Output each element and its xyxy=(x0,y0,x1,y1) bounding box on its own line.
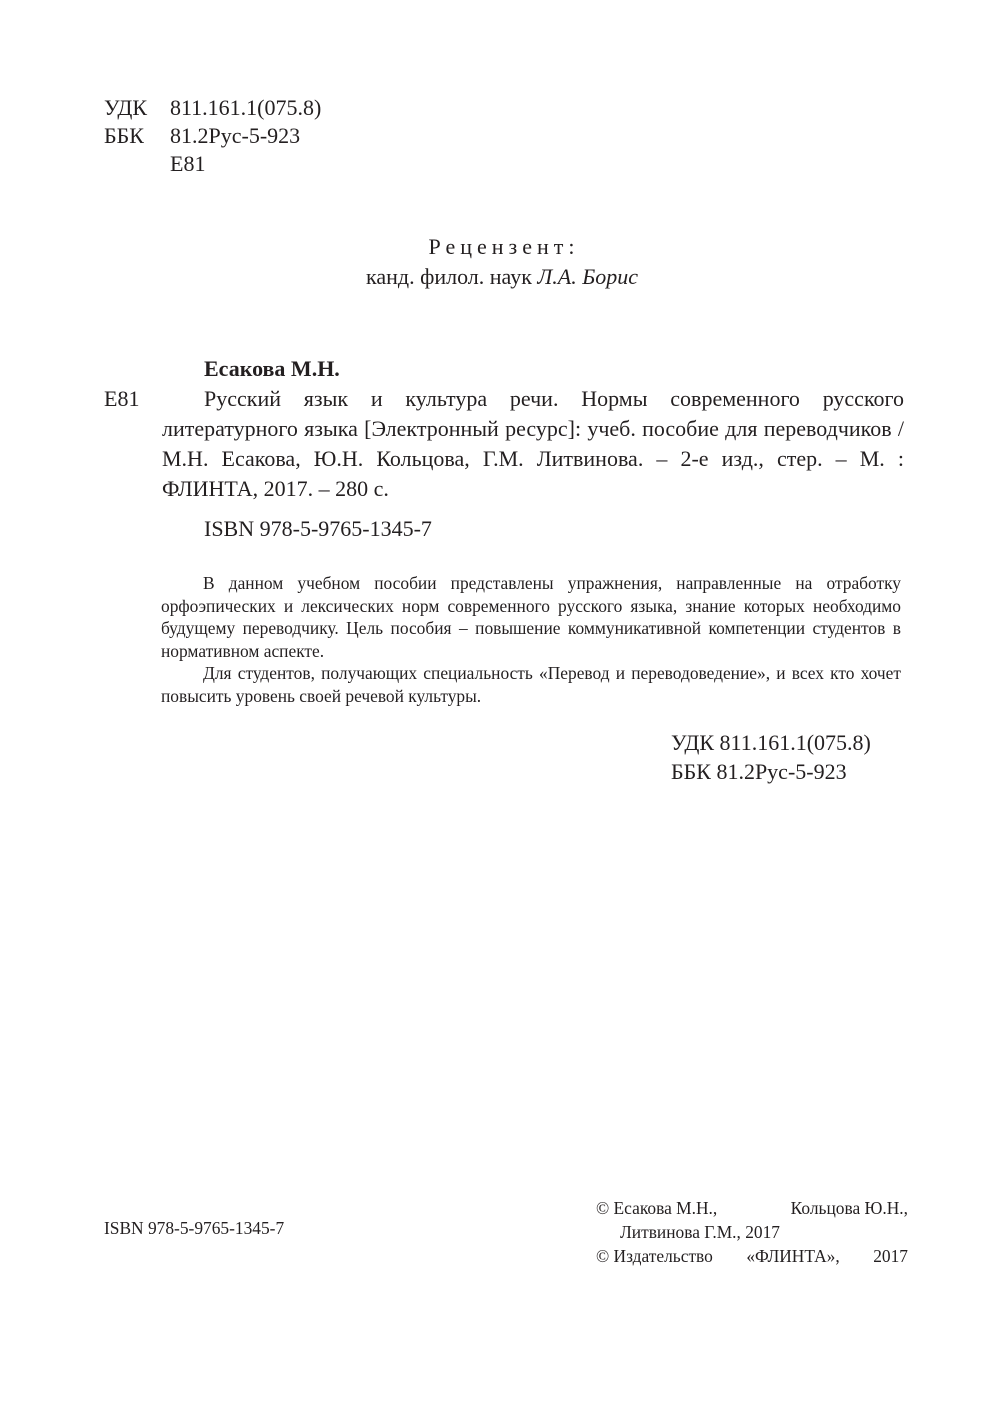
isbn-main: ISBN 978-5-9765-1345-7 xyxy=(204,516,432,541)
author-sign: Е81 xyxy=(170,151,206,176)
reviewer-block xyxy=(0,232,1004,292)
classification-codes-right xyxy=(671,728,871,786)
annotation-paragraph-1: В данном учебном пособии представлены упражнения, направленные на отработку орфоэпических и лексических норм современного русского языка, знание которых необходимо будущему переводчику. Цель пособия – повышение коммуникативной компетенции студентов в нормативном аспекте. xyxy=(161,573,901,661)
bbk-row xyxy=(104,122,321,150)
bbk-right: ББК 81.2Рус-5-923 xyxy=(671,759,847,784)
bib-author: Есакова М.Н. xyxy=(204,356,340,381)
bbk-value: 81.2Рус-5-923 xyxy=(170,123,301,148)
bibliographic-record xyxy=(104,354,904,504)
copyright-authors-1: © Есакова М.Н., xyxy=(596,1198,718,1218)
reviewer-line xyxy=(0,262,1004,292)
reviewer-label: Рецензент: xyxy=(428,234,580,259)
bib-sign: Е81 xyxy=(104,386,140,411)
copyright-line-3 xyxy=(596,1244,908,1268)
annotation xyxy=(161,572,901,707)
copyright-block xyxy=(596,1196,908,1268)
reviewer-degree: канд. филол. наук xyxy=(366,264,532,289)
udk-right: УДК 811.161.1(075.8) xyxy=(671,730,871,755)
reviewer-name: Л.А. Борис xyxy=(537,264,638,289)
bib-description xyxy=(104,384,904,504)
classification-codes xyxy=(104,94,321,178)
isbn-bottom: ISBN 978-5-9765-1345-7 xyxy=(104,1218,285,1238)
udk-value: 811.161.1(075.8) xyxy=(170,95,322,120)
copyright-authors-2: Кольцова Ю.Н., xyxy=(790,1198,908,1218)
bbk-label: ББК xyxy=(104,123,144,148)
copyright-publisher-name: «ФЛИНТА», xyxy=(746,1246,840,1266)
annotation-paragraph-2: Для студентов, получающих специальность «Перевод и переводоведение», и всех кто хочет повысить уровень своей речевой культуры. xyxy=(161,663,901,706)
udk-row xyxy=(104,94,321,122)
copyright-line-1 xyxy=(596,1196,908,1220)
copyright-line-2: Литвинова Г.М., 2017 xyxy=(620,1222,780,1242)
bib-text: Русский язык и культура речи. Нормы современного русского литературного языка [Электронный ресурс]: учеб. пособие для переводчиков / М.Н. Есакова, Ю.Н. Кольцова, Г.М. Литвинова. – 2-е изд., стер. – М. : ФЛИНТА, 2017. – 280 с. xyxy=(162,386,904,501)
udk-label: УДК xyxy=(104,95,148,120)
copyright-publisher-label: © Издательство xyxy=(596,1246,713,1266)
copyright-year: 2017 xyxy=(873,1246,908,1266)
